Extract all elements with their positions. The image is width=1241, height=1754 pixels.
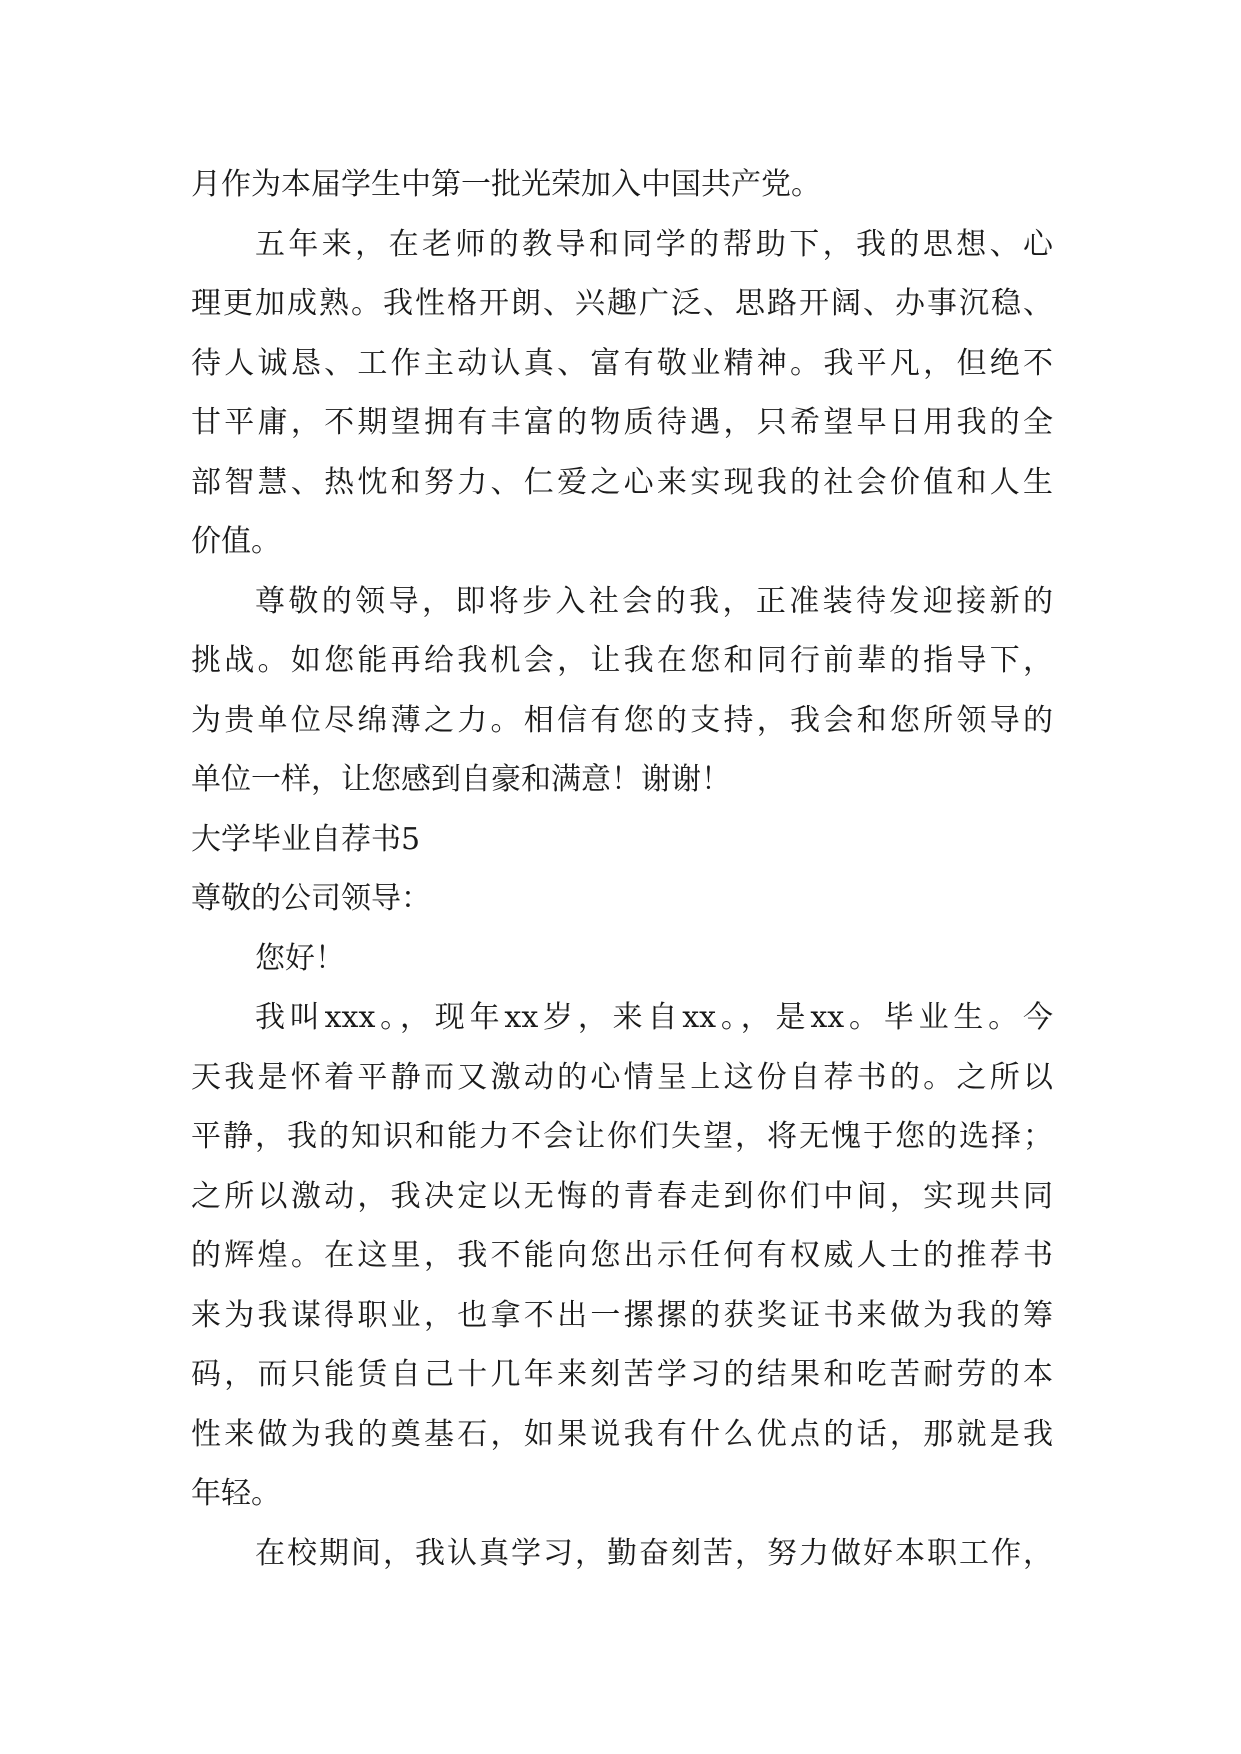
text-line: 的辉煌。在这里，我不能向您出示任何有权威人士的推荐书 bbox=[191, 1238, 1053, 1273]
text-line: 平静，我的知识和能力不会让你们失望，将无愧于您的选择； bbox=[191, 1119, 1053, 1154]
text-line: 来为我谋得职业，也拿不出一摞摞的获奖证书来做为我的筹 bbox=[191, 1297, 1053, 1333]
text-line: 月作为本届学生中第一批光荣加入中国共产党。 bbox=[191, 167, 821, 202]
paragraph-start-line: 五年来，在老师的教导和同学的帮助下，我的思想、心 bbox=[255, 226, 1053, 262]
text-line: 单位一样，让您感到自豪和满意！谢谢！ bbox=[191, 762, 731, 797]
paragraph-start-line: 我叫xxx。，现年xx岁，来自xx。，是xx。毕业生。今 bbox=[255, 1000, 1053, 1035]
paragraph-start-line: 在校期间，我认真学习，勤奋刻苦，努力做好本职工作， bbox=[255, 1535, 1053, 1571]
greeting: 您好！ bbox=[255, 940, 345, 976]
text-line: 部智慧、热忱和努力、仁爱之心来实现我的社会价值和人生 bbox=[191, 464, 1053, 500]
salutation: 尊敬的公司领导： bbox=[191, 881, 431, 916]
paragraph-start-line: 尊敬的领导，即将步入社会的我，正准装待发迎接新的 bbox=[255, 583, 1053, 619]
text-line: 码，而只能赁自己十几年来刻苦学习的结果和吃苦耐劳的本 bbox=[191, 1357, 1053, 1392]
text-line: 天我是怀着平静而又激动的心情呈上这份自荐书的。之所以 bbox=[191, 1059, 1053, 1095]
text-line: 挑战。如您能再给我机会，让我在您和同行前辈的指导下， bbox=[191, 643, 1053, 678]
text-line: 性来做为我的奠基石，如果说我有什么优点的话，那就是我 bbox=[191, 1416, 1053, 1452]
text-line: 年轻。 bbox=[191, 1476, 281, 1511]
section-heading: 大学毕业自荐书5 bbox=[191, 821, 421, 857]
text-line: 之所以激动，我决定以无悔的青春走到你们中间，实现共同 bbox=[191, 1178, 1053, 1214]
text-line: 为贵单位尽绵薄之力。相信有您的支持，我会和您所领导的 bbox=[191, 702, 1053, 738]
text-line: 理更加成熟。我性格开朗、兴趣广泛、思路开阔、办事沉稳、 bbox=[191, 286, 1053, 321]
text-line: 价值。 bbox=[191, 524, 281, 559]
text-line: 甘平庸，不期望拥有丰富的物质待遇，只希望早日用我的全 bbox=[191, 405, 1053, 440]
text-line: 待人诚恳、工作主动认真、富有敬业精神。我平凡，但绝不 bbox=[191, 345, 1053, 381]
document-body bbox=[191, 155, 1053, 1583]
